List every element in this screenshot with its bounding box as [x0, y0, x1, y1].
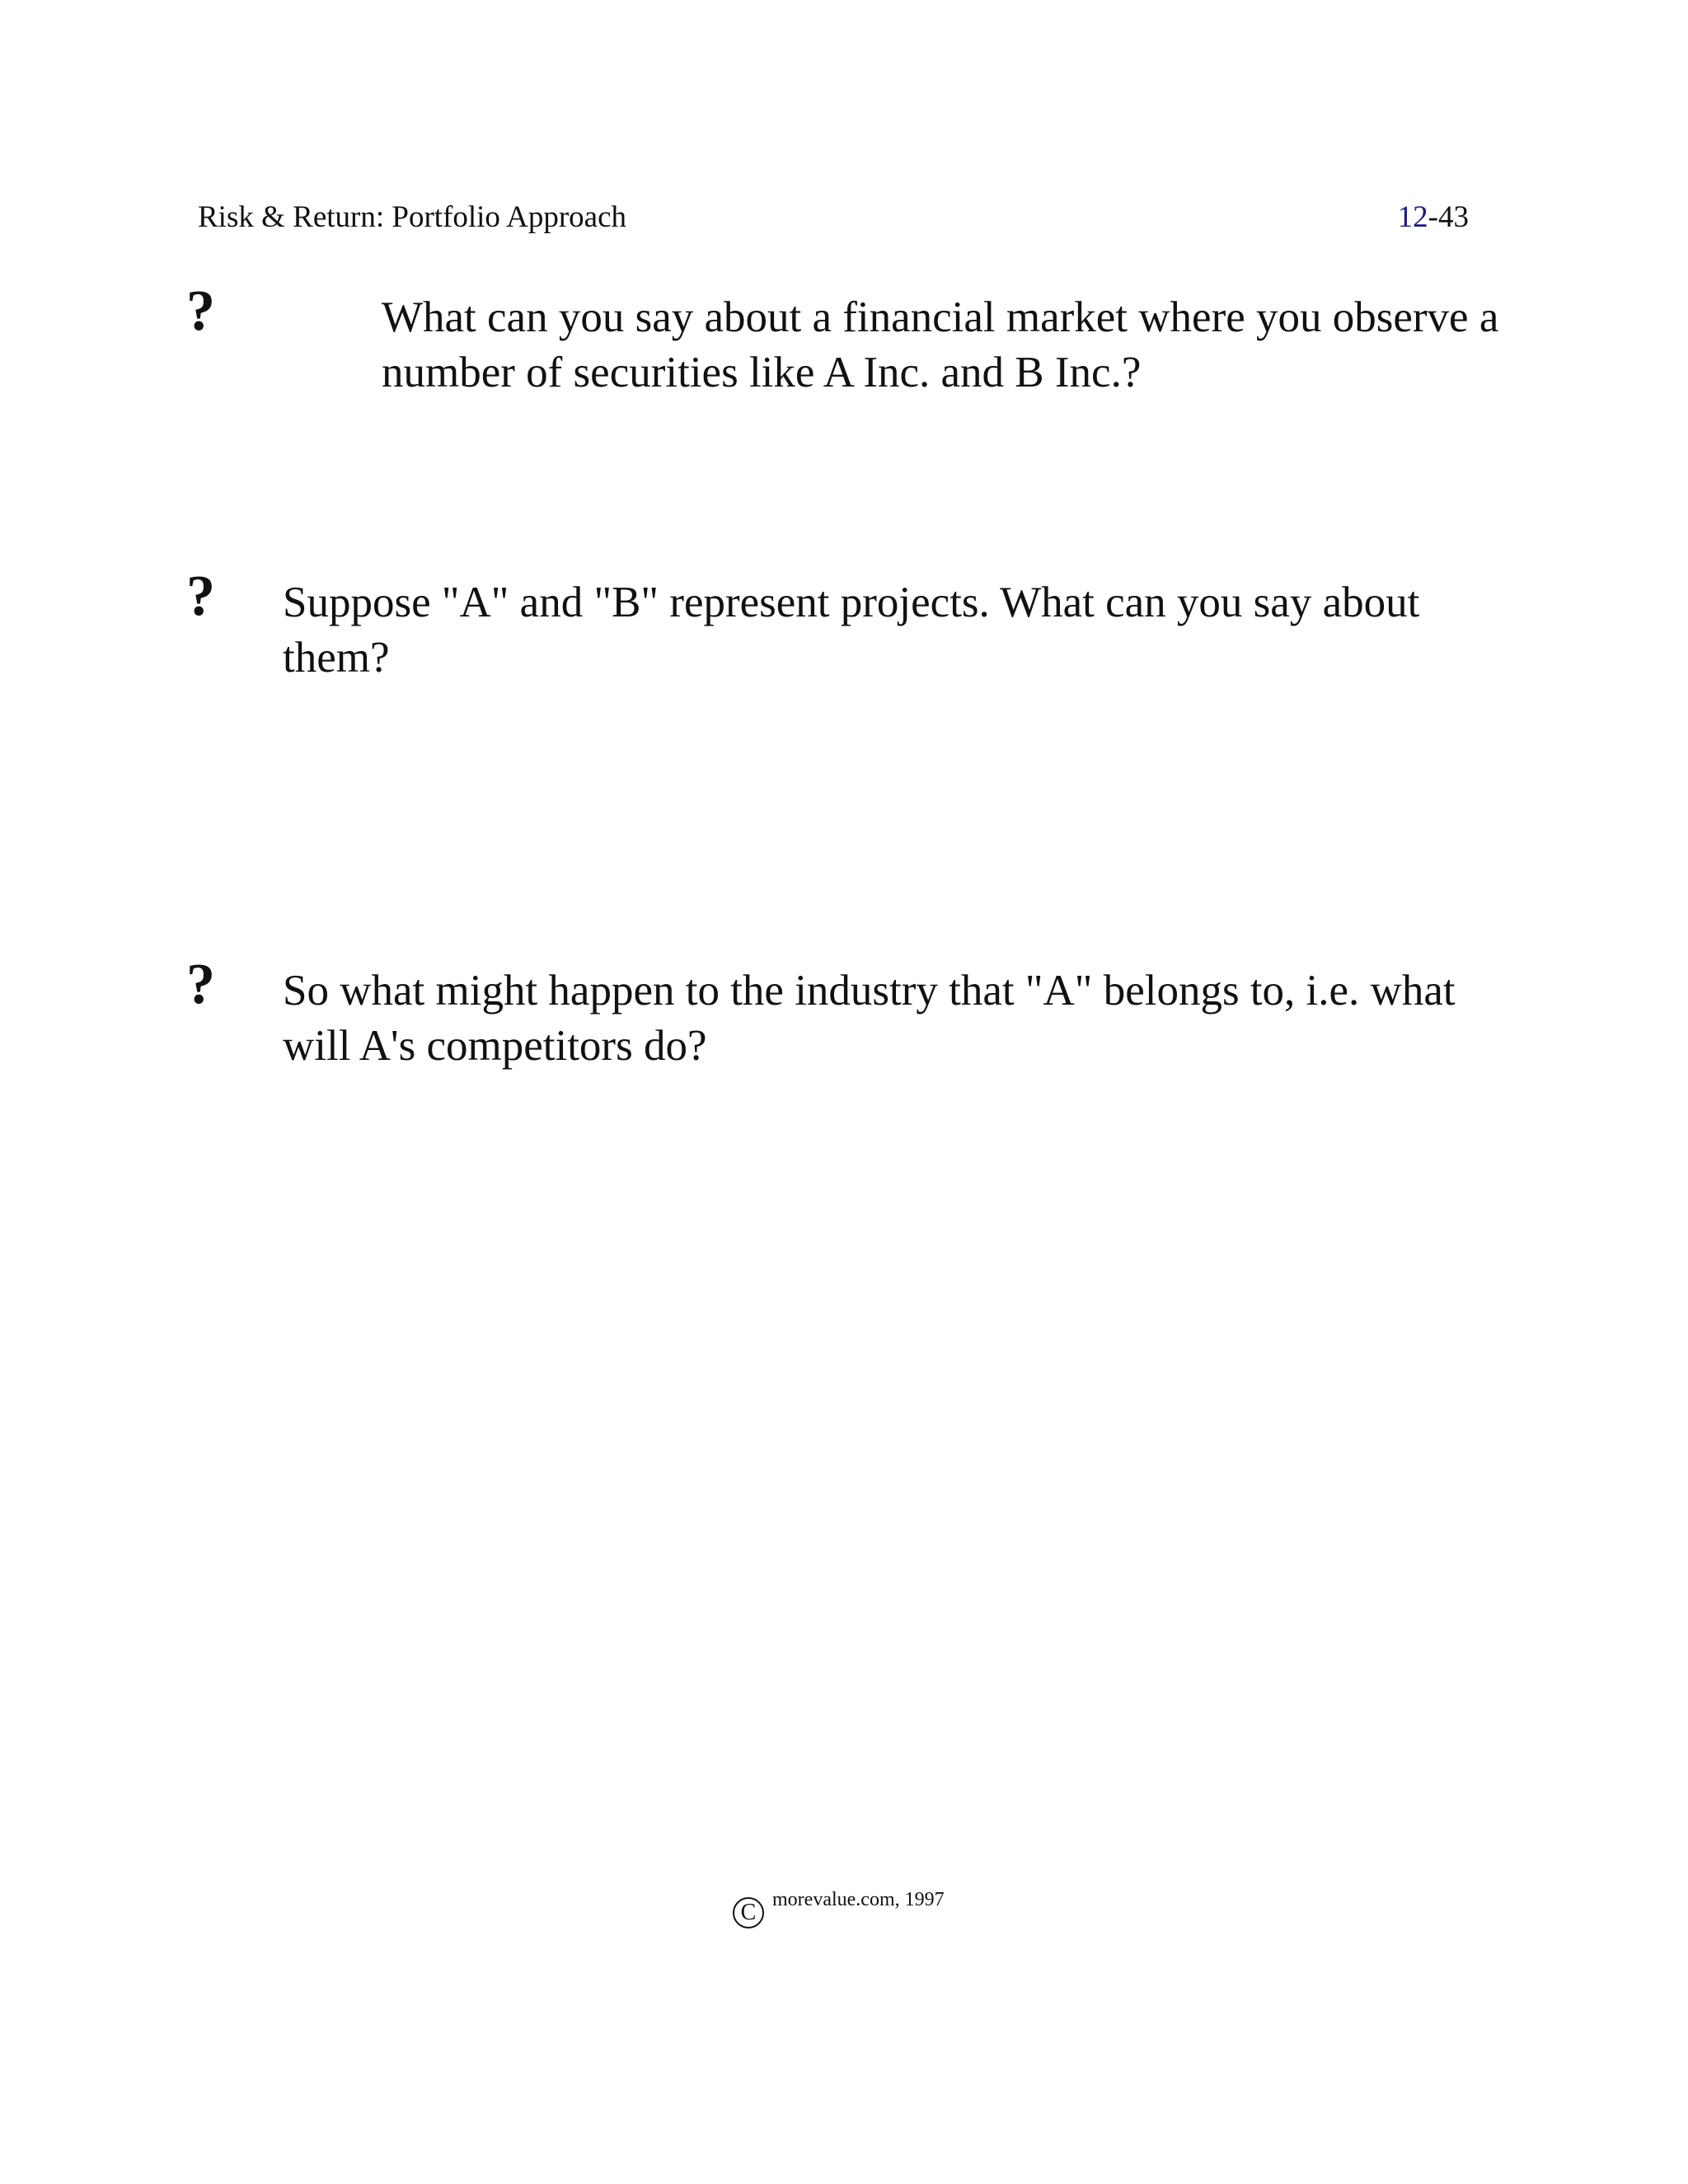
page-number-suffix: -43: [1428, 200, 1469, 234]
footer-text: morevalue.com, 1997: [772, 1889, 945, 1910]
question-text-3: So what might happen to the industry that "A" belongs to, i.e. what will A's competitors do?: [283, 967, 1456, 1070]
chapter-number: 12: [1397, 200, 1428, 234]
question-mark-3: ?: [186, 953, 215, 1016]
question-text-2: Suppose "A" and "B" represent projects. What can you say about them?: [283, 579, 1420, 682]
page-header-title: Risk & Return: Portfolio Approach: [198, 200, 627, 234]
question-text-1: What can you say about a financial market where you observe a number of securities like A Inc. and B Inc.?: [382, 293, 1499, 396]
page-number: [1398, 199, 1469, 236]
question-mark-2: ?: [186, 565, 215, 628]
copyright-icon: C: [733, 1897, 764, 1929]
question-mark-1: ?: [186, 279, 215, 343]
page-footer: [733, 1887, 945, 1925]
